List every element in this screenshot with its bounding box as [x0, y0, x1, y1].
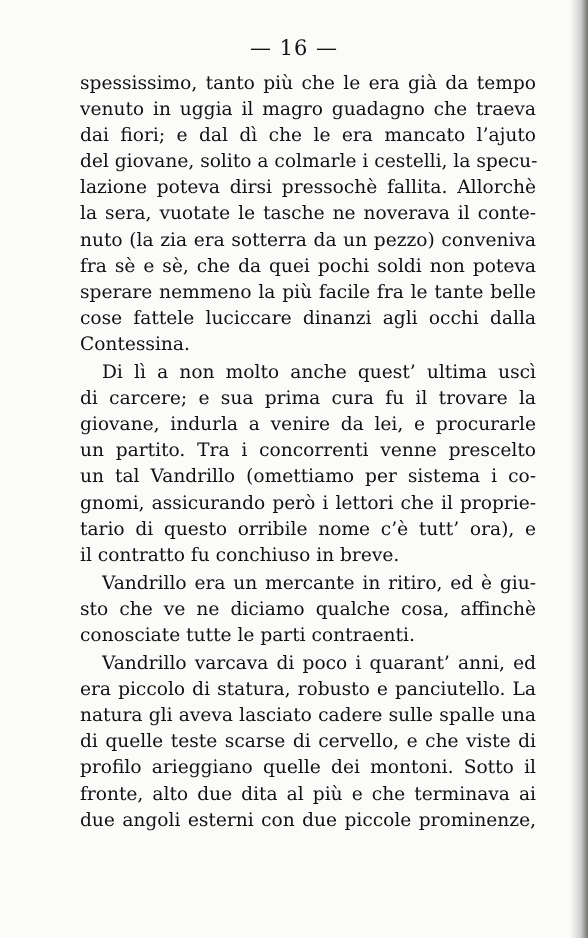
text-line: di quelle teste scarse di cervello, e che viste di — [80, 731, 536, 753]
text-line: tario di questo orribile nome c’è tutt’ ora), e — [80, 518, 536, 540]
text-line: venuto in uggia il magro guadagno che traeva — [80, 99, 536, 121]
page-number: — 16 — — [249, 36, 339, 60]
text-line: dai fiori; e dal dì che le era mancato l’ajuto — [80, 125, 536, 147]
text-line: lazione poteva dirsi pressochè fallita. Allorchè — [80, 177, 536, 199]
text-line: un partito. Tra i concorrenti venne prescelto — [80, 440, 536, 462]
paragraph — [80, 651, 536, 834]
text-line: sperare nemmeno la più facile fra le tante belle — [80, 281, 536, 303]
text-line: Vandrillo varcava di poco i quarant’ anni, ed — [102, 653, 536, 675]
text-line: Di lì a non molto anche quest’ ultima uscì — [102, 362, 536, 384]
text-line: nuto (la zia era sotterra da un pezzo) conveniva — [80, 229, 536, 251]
text-line: profilo arieggiano quelle dei montoni. Sotto il — [80, 757, 536, 779]
text-line: sto che ve ne diciamo qualche cosa, affinchè — [80, 598, 536, 620]
text-line: Vandrillo era un mercante in ritiro, ed è giu- — [102, 572, 536, 594]
text-line: fra sè e sè, che da quei pochi soldi non poteva — [80, 255, 536, 277]
paragraph — [80, 71, 536, 358]
paragraph — [80, 571, 536, 649]
text-line: la sera, vuotate le tasche ne noverava il conte- — [80, 203, 536, 225]
text-line: del giovane, solito a colmarle i cestelli, la specu- — [80, 151, 538, 173]
text-line: di carcere; e sua prima cura fu il trovare la — [80, 388, 536, 410]
text-line: gnomi, assicurando però i lettori che il proprie- — [80, 492, 536, 514]
text-line: conosciate tutte le parti contraenti. — [80, 624, 415, 646]
text-line: giovane, indurla a venire da lei, e procurarle — [80, 414, 536, 436]
text-line: due angoli esterni con due piccole prominenze, — [80, 809, 536, 831]
paragraph — [80, 360, 536, 569]
text-line: il contratto fu conchiuso in breve. — [80, 544, 400, 566]
text-line: Contessina. — [80, 333, 190, 355]
text-line: cose fattele luciccare dinanzi agli occhi dalla — [80, 307, 536, 329]
text-line: era piccolo di statura, robusto e panciutello. La — [80, 679, 536, 701]
page-edge-shadow — [570, 0, 588, 938]
text-line: un tal Vandrillo (omettiamo per sistema i co- — [80, 466, 536, 488]
body-text — [80, 71, 536, 834]
text-line: spessissimo, tanto più che le era già da tempo — [80, 73, 536, 94]
text-line: natura gli aveva lasciato cadere sulle spalle una — [80, 705, 536, 727]
text-line: fronte, alto due dita al più e che terminava ai — [80, 783, 536, 805]
